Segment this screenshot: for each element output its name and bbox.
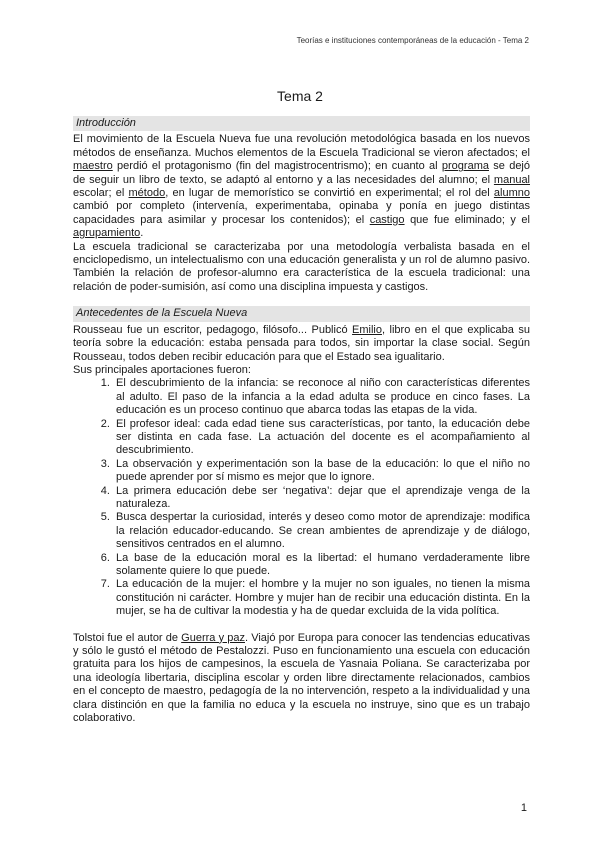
page-number: 1 [520,802,527,814]
underlined-term: alumno [493,187,530,200]
text-run: escolar; el [73,187,129,200]
text-run: Rousseau fue un escritor, pedagogo, filósofo... Publicó [73,323,353,336]
text-run: , libro en el que explicaba su teoría sobre la educación: estaba pensada para todos, sin importar la clase social. Según Rousseau, todos deben recibir educación para que el Estado sea igualitario. [73,323,530,363]
intro-paragraph-1 [73,133,530,240]
rousseau-paragraph [73,324,530,364]
underlined-term: Guerra y paz [181,631,245,644]
text-run: . [140,227,144,240]
list-item: 5. Busca despertar la curiosidad, interés y deseo como motor de aprendizaje: modifica la relación educador-educando. Se crean ambientes de aprendizaje y de diálogo, sensitivos centrados en el alumno. [113,511,530,551]
text-run: Tolstoi fue el autor de [73,631,182,644]
section-heading-antecedentes: Antecedentes de la Escuela Nueva [73,306,530,321]
list-item: 6. La base de la educación moral es la libertad: el humano verdaderamente libre solamente quiere lo que puede. [113,552,530,579]
list-item: 1. El descubrimiento de la infancia: se reconoce al niño con características diferentes al adulto. El paso de la infancia a la edad adulta se produce en cinco fases. La educación es un proceso continuo que abarca todas las etapas de la vida. [113,377,530,417]
list-item: 2. El profesor ideal: cada edad tiene sus características, por tanto, la educación debe ser distinta en cada fase. La actuación del docente es el acompañamiento al descubrimiento. [113,418,530,458]
text-run: cambió por completo (intervenía, experimentaba, opinaba y ponía en juego distintas capacidades para asimilar y procesar los contenidos); el [73,200,530,226]
list-item: 4. La primera educación debe ser ‘negativa’: dejar que el aprendizaje venga de la naturaleza. [113,485,530,512]
text-run: se dejó de seguir un libro de texto, se adaptó al entorno y a las necesidades del alumno; el [73,160,530,186]
list-intro: Sus principales aportaciones fueron: [73,363,251,376]
text-run: , en lugar de memorístico se convirtió en experimental; el rol del [165,187,494,200]
underlined-term: maestro [73,160,113,173]
text-run: perdió el protagonismo (fin del magistrocentrismo); en cuanto al [112,160,442,173]
document-body [73,116,530,725]
running-header: Teorías e instituciones contemporáneas de la educación - Tema 2 [296,36,529,45]
underlined-term: Emilio [352,323,382,336]
text-run: El movimiento de la Escuela Nueva fue una revolución metodológica basada en los nuevos métodos de enseñanza. Muchos elementos de la Escuela Tradicional se vieron afectados; el [73,133,530,159]
text-run: que fue eliminado; y el [404,213,530,226]
underlined-term: manual [493,173,530,186]
text-run: . Viajó por Europa para conocer las tendencias educativas y sólo le gustó el método de Pestalozzi. Puso en funcionamiento una escuela con educación gratuita para los hijos de campesinos, la escuela de Yasnaia Poliana. Se caracterizaba por una ideología libertaria, disciplina escolar y orden libre directamente relacionados, cambios en el concepto de maestro, pedagogía de la no intervención, respeto a la individualidad y una clara distinción en que la familia no educa y la escuela no instruye, sino que es un trabajo colaborativo. [73,631,530,725]
intro-paragraph-2: La escuela tradicional se caracterizaba por una metodología verbalista basada en el enciclopedismo, un intelectualismo con una educación generalista y un rol de alumno pasivo. También la relación de profesor-alumno era característica de la escuela tradicional: una relación de poder-sumisión, así como una disciplina impuesta y castigos. [73,240,530,293]
document-title: Tema 2 [277,88,323,104]
list-item: 3. La observación y experimentación son la base de la educación: lo que el niño no puede aprender por sí mismo es mejor que lo ignore. [113,458,530,485]
underlined-term: castigo [369,213,405,226]
underlined-term: programa [441,160,489,173]
paragraph-spacer [73,619,530,632]
list-item: 7. La educación de la mujer: el hombre y la mujer no son iguales, no tienen la misma constitución ni carácter. Hombre y mujer han de recibir una educación distinta. En la mujer, se ha de cultivar la modestia y ha de quedar excluida de la vida política. [113,578,530,618]
underlined-term: agrupamiento [73,227,141,240]
tolstoi-paragraph [73,632,530,726]
aportaciones-list [73,377,530,618]
underlined-term: método [128,187,166,200]
section-heading-introduccion: Introducción [73,116,530,131]
